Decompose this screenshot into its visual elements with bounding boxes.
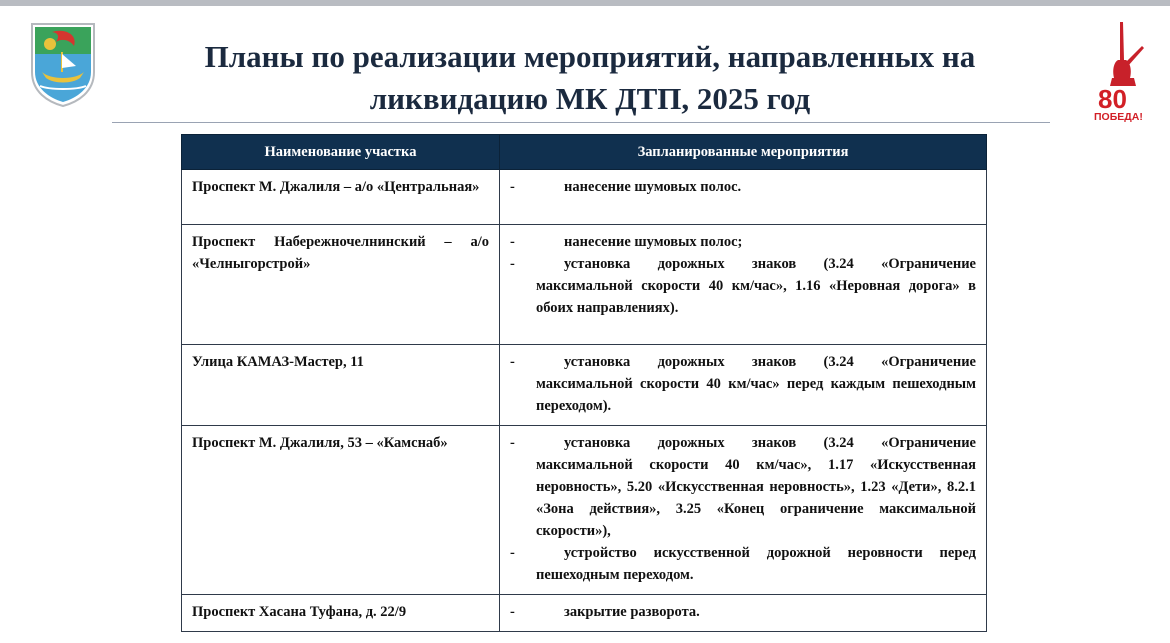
- road-cell: Улица КАМАЗ-Мастер, 11: [182, 345, 500, 426]
- table-header-row: [182, 135, 987, 170]
- road-cell: Проспект М. Джалиля – а/о «Центральная»: [182, 170, 500, 225]
- dash-marker: -: [510, 354, 515, 370]
- dash-marker: -: [510, 179, 515, 195]
- slide: [0, 6, 1170, 643]
- table-row: [182, 225, 987, 345]
- actions-cell: [500, 595, 987, 632]
- table-row: [182, 170, 987, 225]
- dash-marker: -: [510, 234, 515, 250]
- road-cell: Проспект М. Джалиля, 53 – «Камснаб»: [182, 426, 500, 595]
- title-divider: [112, 122, 1050, 123]
- page-title-line-2: ликвидацию МК ДТП, 2025 год: [369, 81, 811, 116]
- action-item: - установка дорожных знаков (3.24 «Ограничение максимальной скорости 40 км/час», 1.17 «Искусственная неровность», 5.20 «Искусственная неровность», 1.23 «Дети», 8.2.1 «Зона действия», 3.25 «Конец ограничение максимальной скорости»),: [510, 432, 976, 542]
- victory-80-emblem-icon: [1090, 16, 1156, 124]
- action-item: - установка дорожных знаков (3.24 «Ограничение максимальной скорости 40 км/час», 1.16 «Неровная дорога» в обоих направлениях).: [510, 253, 976, 319]
- actions-cell: [500, 426, 987, 595]
- actions-cell: [500, 170, 987, 225]
- city-emblem-icon: [28, 20, 98, 108]
- actions-cell: [500, 345, 987, 426]
- action-item: - нанесение шумовых полос;: [510, 231, 976, 253]
- dash-marker: -: [510, 604, 515, 620]
- emblem-word: ПОБЕДА!: [1094, 111, 1143, 123]
- dash-marker: -: [510, 435, 515, 451]
- table-row: [182, 345, 987, 426]
- action-item: - закрытие разворота.: [510, 601, 976, 623]
- table-row: [182, 595, 987, 632]
- plans-table: [181, 134, 987, 632]
- road-cell: Проспект Набережночелнинский – а/о «Челныгорстрой»: [182, 225, 500, 345]
- header-road-section: Наименование участка: [182, 135, 500, 170]
- emblem-number: 80: [1098, 84, 1127, 114]
- table-row: [182, 426, 987, 595]
- header-planned-actions: Запланированные мероприятия: [500, 135, 987, 170]
- dash-marker: -: [510, 545, 515, 561]
- action-item: - устройство искусственной дорожной неровности перед пешеходным переходом.: [510, 542, 976, 586]
- page-title: [150, 36, 1030, 120]
- dash-marker: -: [510, 256, 515, 272]
- action-item: - нанесение шумовых полос.: [510, 176, 976, 198]
- road-cell: Проспект Хасана Туфана, д. 22/9: [182, 595, 500, 632]
- actions-cell: [500, 225, 987, 345]
- page-title-line-1: Планы по реализации мероприятий, направленных на: [204, 39, 976, 74]
- action-item: - установка дорожных знаков (3.24 «Ограничение максимальной скорости 40 км/час» перед каждым пешеходным переходом).: [510, 351, 976, 417]
